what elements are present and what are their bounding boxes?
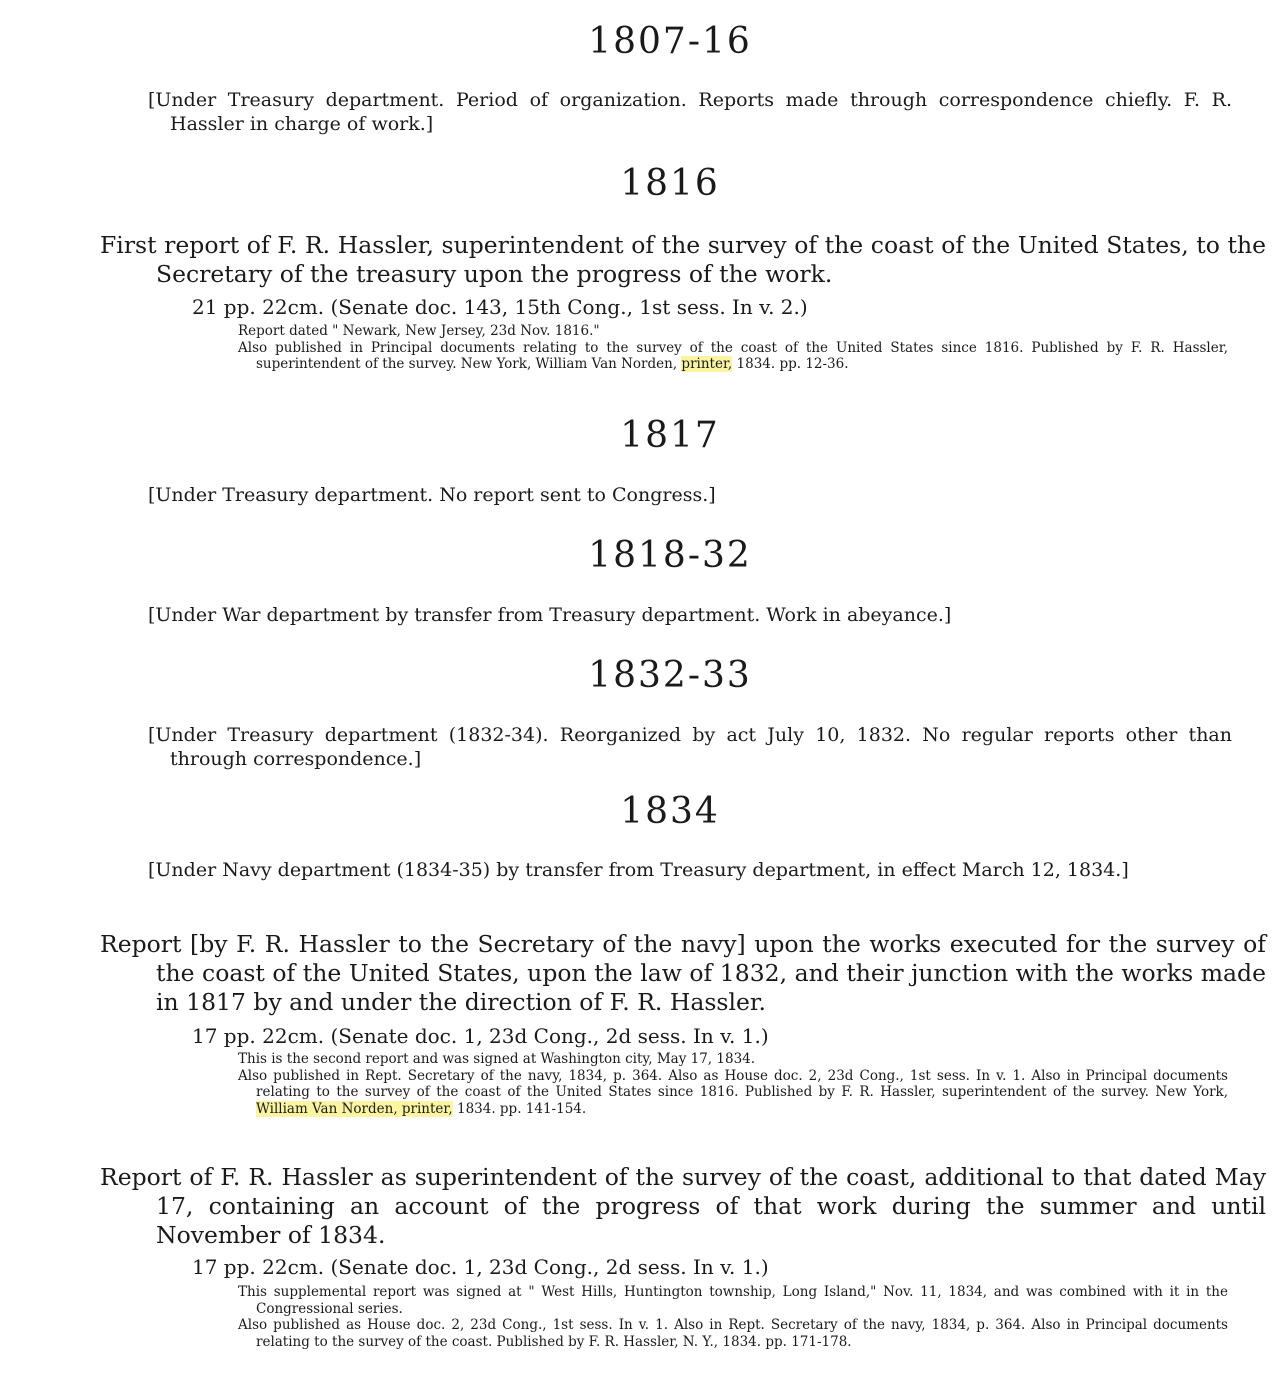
year-heading-1807-16: 1807-16 [588,21,752,62]
note-1807-16: [Under Treasury department. Period of organization. Reports made through correspondence chiefly. F. R. Hassler in charge of work.] [148,89,1232,135]
note-published-1816-text: Also published in Principal documents relating to the survey of the coast of the United States since 1816. Published by F. R. Hassler, superintendent of the survey. New York, William Van Norden, [238,339,1228,372]
note-published-1834-text: Also published in Rept. Secretary of the navy, 1834, p. 364. Also as House doc. 2, 23d Cong., 1st sess. In v. 1. Also in Principal documents relating to the survey of the coast of the United States since 1816. Published by F. R. Hassler, superintendent of the survey. New York, [238,1067,1228,1100]
note-signed-1834-report: This is the second report and was signed at Washington city, May 17, 1834. [238,1051,756,1067]
note-published-1816-end: 1834. pp. 12-36. [732,356,849,372]
notes-1816 [238,323,1228,373]
note-1834: [Under Navy department (1834-35) by transfer from Treasury department, in effect March 12, 1834.] [148,859,1129,881]
note-published-1834-end: 1834. pp. 141-154. [452,1100,587,1117]
note-1832-33: [Under Treasury department (1832-34). Reorganized by act July 10, 1832. No regular reports other than through correspondence.] [148,724,1232,770]
year-heading-1832-33: 1832-33 [588,655,752,696]
note-1817: [Under Treasury department. No report sent to Congress.] [148,484,716,506]
note-dated-1816: Report dated " Newark, New Jersey, 23d Nov. 1816." [238,323,600,339]
note-published-1834-supplemental: Also published as House doc. 2, 23d Cong., 1st sess. In v. 1. Also in Rept. Secretary of the navy, 1834, p. 364. Also in Principal documents relating to the survey of the coast. Published by F. R. Hassler, N. Y., 1834. pp. 171-178. [238,1317,1228,1350]
notes-1834-supplemental [238,1284,1228,1350]
entry-title-1834-supplemental: Report of F. R. Hassler as superintendent of the survey of the coast, additional to that dated May 17, containing an account of the progress of that work during the summer and until November of 1834. [100,1163,1266,1249]
entry-title-1816: First report of F. R. Hassler, superintendent of the survey of the coast of the United States, to the Secretary of the treasury upon the progress of the work. [100,231,1266,288]
collation-1834-report: 17 pp. 22cm. (Senate doc. 1, 23d Cong., 2d sess. In v. 1.) [192,1024,769,1048]
note-1818-32: [Under War department by transfer from Treasury department. Work in abeyance.] [148,604,952,626]
collation-1834-supplemental: 17 pp. 22cm. (Senate doc. 1, 23d Cong., 2d sess. In v. 1.) [192,1255,769,1279]
note-signed-1834-supplemental: This supplemental report was signed at " West Hills, Huntington township, Long Island," Nov. 11, 1834, and was combined with it in the Congressional series. [238,1284,1228,1317]
year-heading-1817: 1817 [620,415,720,456]
year-heading-1818-32: 1818-32 [588,535,752,576]
note-published-1834-report [238,1067,1228,1118]
note-published-1816 [238,339,1228,373]
collation-1816: 21 pp. 22cm. (Senate doc. 143, 15th Cong., 1st sess. In v. 2.) [192,295,808,319]
entry-title-1834-report: Report [by F. R. Hassler to the Secretary of the navy] upon the works executed for the survey of the coast of the United States, upon the law of 1832, and their junction with the works made in 1817 by and under the direction of F. R. Hassler. [100,930,1266,1016]
highlighted-text: William Van Norden, printer, [256,1100,453,1117]
year-heading-1816: 1816 [620,163,720,204]
highlighted-text: printer, [681,356,733,372]
year-heading-1834: 1834 [620,791,720,832]
notes-1834-report [238,1051,1228,1117]
